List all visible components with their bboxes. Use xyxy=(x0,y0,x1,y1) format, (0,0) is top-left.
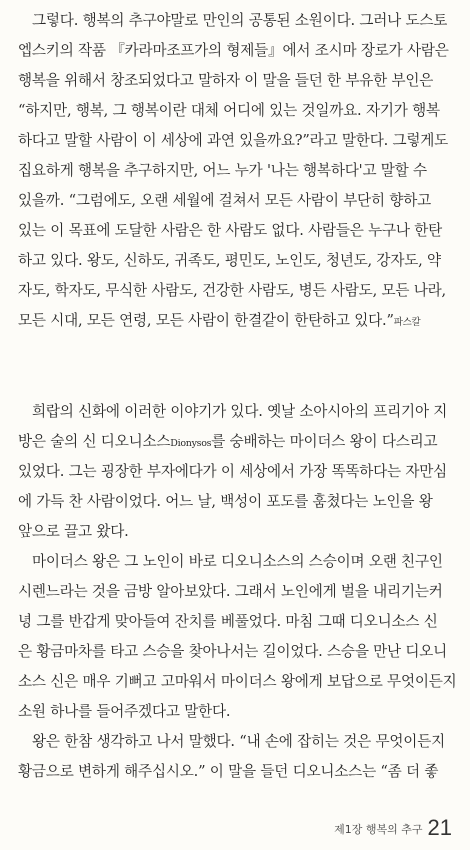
text-line: 행복을 위해서 창조되었다고 말하자 이 말을 들던 한 부유한 부인은 xyxy=(18,72,434,89)
text-line: 자도, 학자도, 무식한 사람도, 건강한 사람도, 병든 사람도, 모든 나라, xyxy=(18,282,446,299)
text-line: 있는 이 목표에 도달한 사람은 한 사람도 없다. 사람들은 누구나 한탄 xyxy=(18,222,443,239)
paragraph-midas-wish xyxy=(18,727,458,787)
text-line: “하지만, 행복, 그 행복이란 대체 어디에 있는 것일까요. 자기가 행복 xyxy=(18,102,440,119)
text-line: 마이더스 왕은 그 노인이 바로 디오니소스의 스승이며 오랜 친구인 xyxy=(32,553,443,570)
chapter-label: 제1장 행복의 추구 xyxy=(334,823,423,836)
text-line xyxy=(18,427,458,457)
text-segment: 를 숭배하는 마이더스 왕이 다스리고 xyxy=(211,433,438,450)
latin-annotation: Dionysos xyxy=(170,438,212,449)
paragraph-pascal-quote xyxy=(18,6,458,336)
text-line: 있었다. 그는 굉장한 부자에다가 이 세상에서 가장 똑똑하다는 자만심 xyxy=(18,463,448,480)
text-line xyxy=(18,306,458,336)
text-line: 하다고 말할 사람이 이 세상에 과연 있을까요?”라고 말한다. 그렇게도 xyxy=(18,132,449,149)
page-number: 21 xyxy=(427,815,452,840)
text-line: 하고 있다. 왕도, 신하도, 귀족도, 평민도, 노인도, 청년도, 강자도, 약 xyxy=(18,252,441,269)
text-line: 그렇다. 행복의 추구야말로 만인의 공통된 소원이다. 그러나 도스토 xyxy=(32,12,448,29)
text-line: 시렌느라는 것을 금방 알아보았다. 그래서 노인에게 벌을 내리기는커 xyxy=(18,583,443,600)
text-line: 소스 신은 매우 기뻐고 고마워서 마이더스 왕에게 보답으로 무엇이든지 xyxy=(18,673,457,690)
text-line: 왕은 한참 생각하고 나서 말했다. “내 손에 잡히는 것은 무엇이든지 xyxy=(32,733,445,750)
text-line: 엡스키의 작품 『카라마조프가의 형제들』에서 조시마 장로가 사람은 xyxy=(18,42,449,59)
text-line: 있을까. “그럼에도, 오랜 세월에 걸쳐서 모든 사람이 부단히 향하고 xyxy=(18,192,431,209)
text-line: 에 가득 찬 사람이었다. 어느 날, 백성이 포도를 훔쳤다는 노인을 왕 xyxy=(18,493,433,510)
text-line: 희랍의 신화에 이러한 이야기가 있다. 옛날 소아시아의 프리기아 지 xyxy=(32,403,448,420)
paragraph-midas-myth xyxy=(18,397,458,547)
paragraph-midas-silenus xyxy=(18,547,458,727)
quote-end-text: 모든 시대, 모든 연령, 모든 사람이 한결같이 한탄하고 있다.” xyxy=(18,312,394,329)
text-line: 황금으로 변하게 해주십시오.” 이 말을 들던 디오니소스는 “좀 더 좋 xyxy=(18,763,439,780)
text-line: 녕 그를 반갑게 맞아들여 잔치를 베풀었다. 마침 그때 디오니소스 신 xyxy=(18,613,438,630)
text-line: 은 황금마차를 타고 스승을 찾아나서는 길이었다. 스승을 만난 디오니 xyxy=(18,643,448,660)
text-segment: 방은 술의 신 디오니소스 xyxy=(18,433,171,450)
page-footer xyxy=(334,814,452,842)
text-line: 앞으로 끌고 왔다. xyxy=(18,523,129,540)
text-line: 집요하게 행복을 추구하지만, 어느 누가 '나는 행복하다'고 말할 수 xyxy=(18,162,427,179)
quote-attribution: 파스칼 xyxy=(393,317,421,328)
text-line: 소원 하나를 들어주겠다고 말한다. xyxy=(18,703,231,720)
